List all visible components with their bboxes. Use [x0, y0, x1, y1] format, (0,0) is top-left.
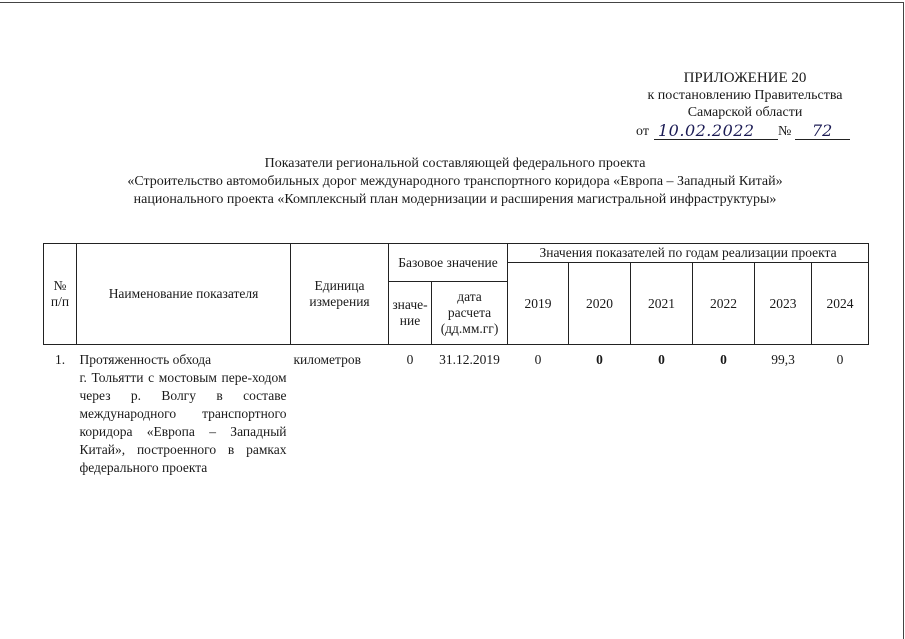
header-year-2024: 2024 [812, 263, 869, 345]
indicators-table [43, 243, 869, 477]
title-line3: национального проекта «Комплексный план модернизации и расширения магистральной инфраструктуры» [133, 192, 777, 207]
title-line2: «Строительство автомобильных дорог международного транспортного коридора «Европа – Западный Китай» [127, 174, 783, 189]
title-line1: Показатели региональной составляющей федерального проекта [264, 156, 646, 171]
header-year-2020: 2020 [569, 263, 631, 345]
annex-header [630, 70, 860, 121]
annex-line3: Самарской области [687, 105, 803, 120]
scan-top-border [0, 2, 903, 3]
annex-line2: к постановлению Правительства [647, 88, 843, 103]
header-year-2021: 2021 [631, 263, 693, 345]
row-value-2020: 0 [596, 352, 603, 367]
row-value-2019: 0 [534, 352, 542, 367]
header-unit: Единица измерения [291, 244, 389, 345]
annex-title: ПРИЛОЖЕНИЕ 20 [683, 70, 807, 86]
scan-right-border [903, 2, 904, 639]
header-year-2023: 2023 [755, 263, 812, 345]
row-name: Протяженность обхода г. Тольятти с мостовым пере-ходом через р. Волгу в составе международного транспортного коридора «Европа – Западный Китай», построенного в рамках федерального проекта [79, 352, 287, 475]
row-value-2023: 99,3 [771, 352, 795, 367]
row-unit: километров [293, 352, 361, 367]
handwritten-date: 10.02.2022 [658, 121, 755, 140]
header-num: № п/п [44, 244, 77, 345]
date-prefix: от [636, 124, 649, 139]
row-base-value: 0 [406, 352, 414, 367]
annex-date-line [636, 121, 852, 141]
row-value-2021: 0 [658, 352, 665, 367]
row-base-date: 31.12.2019 [439, 352, 500, 367]
row-value-2024: 0 [836, 352, 844, 367]
table-row [44, 345, 869, 478]
header-year-2022: 2022 [693, 263, 755, 345]
header-years-group: Значения показателей по годам реализации проекта [508, 244, 869, 263]
row-value-2022: 0 [720, 352, 727, 367]
header-year-2019: 2019 [508, 263, 569, 345]
document-title [50, 155, 860, 209]
header-base-date: дата расчета (дд.мм.гг) [432, 282, 508, 345]
header-base-value: значе- ние [389, 282, 432, 345]
row-num: 1. [54, 352, 66, 367]
header-name: Наименование показателя [77, 244, 291, 345]
number-prefix: № [778, 124, 792, 139]
header-base: Базовое значение [389, 244, 508, 282]
handwritten-number: 72 [812, 121, 833, 140]
